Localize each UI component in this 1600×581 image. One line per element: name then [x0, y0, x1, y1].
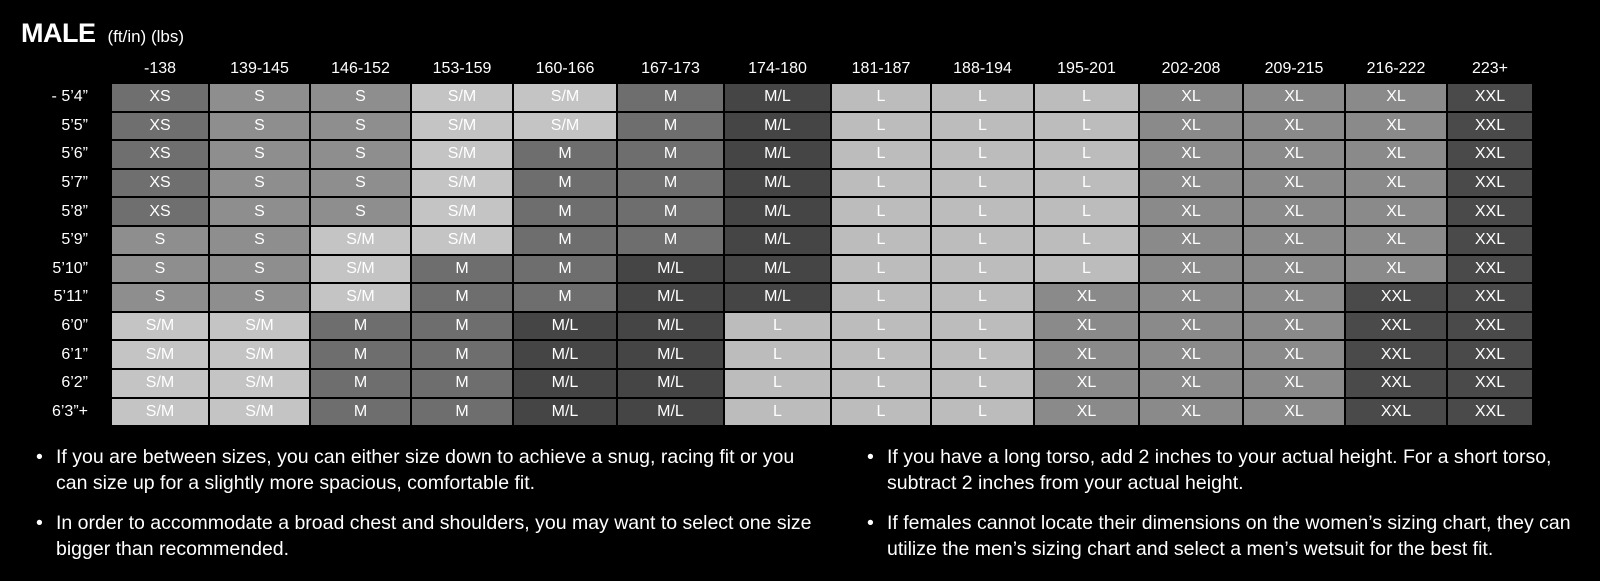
size-cell: S/M	[412, 141, 512, 168]
size-cell: S/M	[412, 227, 512, 254]
weight-column-header: 181-187	[851, 60, 911, 77]
size-cell: S	[311, 198, 410, 225]
size-cell: L	[832, 113, 930, 140]
height-row	[2, 284, 1532, 311]
size-cell: XL	[1244, 141, 1344, 168]
size-cell: XL	[1346, 113, 1446, 140]
size-cell: XL	[1346, 227, 1446, 254]
size-cell: S	[210, 198, 309, 225]
size-cell: M/L	[725, 198, 830, 225]
size-cell: XL	[1244, 227, 1344, 254]
size-cell: XXL	[1448, 399, 1532, 426]
size-cell: XS	[112, 141, 208, 168]
size-cell: S/M	[112, 341, 208, 368]
units-label: (ft/in) (lbs)	[107, 27, 184, 46]
size-cell: XL	[1035, 313, 1138, 340]
size-cell: L	[832, 370, 930, 397]
bullet-icon: •	[36, 446, 43, 468]
weight-column-header: 174-180	[748, 60, 807, 77]
size-cell: S	[112, 256, 208, 283]
size-cell: XL	[1035, 399, 1138, 426]
size-cell: XL	[1140, 113, 1242, 140]
size-cell: M/L	[725, 227, 830, 254]
size-cell: L	[932, 141, 1033, 168]
chart-header	[21, 18, 184, 49]
height-row-label: 5’9”	[61, 231, 88, 249]
size-cell: XL	[1140, 370, 1242, 397]
size-cell: S/M	[514, 84, 616, 111]
size-cell: L	[932, 399, 1033, 426]
size-cell: M	[514, 256, 616, 283]
height-row-label: 5’11”	[53, 288, 88, 306]
size-cell: XL	[1346, 198, 1446, 225]
note-item	[36, 444, 816, 496]
bullet-icon: •	[867, 512, 874, 534]
size-cell: L	[725, 399, 830, 426]
weight-header-row	[2, 56, 1532, 82]
size-cell: M	[514, 284, 616, 311]
size-cell: M/L	[725, 284, 830, 311]
size-cell: M	[311, 399, 410, 426]
size-cell: XXL	[1448, 113, 1532, 140]
size-cell: L	[832, 170, 930, 197]
size-cell: XXL	[1448, 198, 1532, 225]
height-row	[2, 84, 1532, 111]
size-cell: M/L	[725, 113, 830, 140]
height-row-label: 6’2”	[61, 374, 88, 392]
size-cell: L	[932, 113, 1033, 140]
size-cell: XL	[1244, 341, 1344, 368]
size-cell: M/L	[725, 170, 830, 197]
size-cell: S	[311, 141, 410, 168]
size-cell: S	[112, 284, 208, 311]
weight-column-header: 195-201	[1057, 60, 1116, 77]
size-cell: S	[311, 113, 410, 140]
weight-column-header: 209-215	[1264, 60, 1324, 77]
size-cell: M/L	[514, 313, 616, 340]
size-cell: XL	[1140, 84, 1242, 111]
size-cell: XXL	[1448, 370, 1532, 397]
size-cell: XXL	[1346, 284, 1446, 311]
size-cell: M	[618, 113, 723, 140]
size-cell: S/M	[112, 399, 208, 426]
size-cell: XL	[1346, 141, 1446, 168]
size-cell: S/M	[311, 227, 410, 254]
weight-column-header: 216-222	[1366, 60, 1426, 77]
size-cell: XL	[1035, 341, 1138, 368]
size-cell: S/M	[311, 284, 410, 311]
size-cell: XL	[1244, 113, 1344, 140]
height-row	[2, 113, 1532, 140]
height-row	[2, 256, 1532, 283]
size-cell: M	[412, 284, 512, 311]
size-cell: L	[1035, 141, 1138, 168]
size-cell: XL	[1244, 370, 1344, 397]
size-cell: M	[514, 198, 616, 225]
size-cell: XXL	[1448, 284, 1532, 311]
size-cell: S	[210, 227, 309, 254]
size-cell: S/M	[210, 341, 309, 368]
size-cell: L	[832, 313, 930, 340]
size-cell: M	[412, 341, 512, 368]
size-cell: M	[514, 227, 616, 254]
size-cell: XL	[1140, 170, 1242, 197]
size-cell: L	[932, 370, 1033, 397]
size-cell: L	[832, 227, 930, 254]
weight-column-header: 223+	[1471, 60, 1509, 77]
size-cell: L	[932, 313, 1033, 340]
size-cell: XXL	[1346, 341, 1446, 368]
weight-column-header: 188-194	[953, 60, 1012, 77]
size-cell: S	[210, 256, 309, 283]
height-row	[2, 399, 1532, 426]
size-cell: L	[1035, 198, 1138, 225]
height-row	[2, 313, 1532, 340]
height-row-label: 5’5”	[61, 116, 88, 134]
size-cell: XL	[1035, 284, 1138, 311]
size-cell: M	[412, 313, 512, 340]
size-cell: XL	[1244, 284, 1344, 311]
size-cell: M/L	[618, 284, 723, 311]
size-cell: M	[514, 141, 616, 168]
size-cell: M/L	[725, 256, 830, 283]
size-cell: XL	[1035, 370, 1138, 397]
size-cell: L	[832, 284, 930, 311]
height-row-label: - 5’4”	[51, 88, 88, 106]
size-cell: XS	[112, 170, 208, 197]
height-row	[2, 141, 1532, 168]
size-cell: M/L	[618, 399, 723, 426]
size-cell: M	[311, 341, 410, 368]
height-row-label: 5’7”	[61, 174, 88, 192]
size-cell: XXL	[1346, 313, 1446, 340]
size-cell: S/M	[412, 113, 512, 140]
height-row-label: 5’6”	[61, 145, 88, 163]
size-cell: XL	[1140, 399, 1242, 426]
height-row-label: 5’8”	[61, 202, 88, 220]
size-cell: S	[311, 84, 410, 111]
size-cell: XL	[1140, 284, 1242, 311]
size-cell: XL	[1244, 313, 1344, 340]
size-cell: L	[1035, 256, 1138, 283]
note-item	[36, 510, 816, 562]
size-cell: XL	[1244, 399, 1344, 426]
size-cell: M	[412, 370, 512, 397]
size-cell: L	[932, 284, 1033, 311]
size-table	[0, 54, 1534, 427]
size-cell: M	[618, 170, 723, 197]
size-cell: S/M	[412, 84, 512, 111]
size-cell: XL	[1140, 256, 1242, 283]
note-text: In order to accommodate a broad chest and shoulders, you may want to select one size bigger than recommended.	[56, 512, 812, 560]
size-cell: M	[311, 313, 410, 340]
size-cell: XL	[1244, 170, 1344, 197]
size-cell: XL	[1244, 84, 1344, 111]
weight-column-header: 153-159	[432, 60, 492, 77]
size-cell: L	[932, 170, 1033, 197]
size-cell: XXL	[1346, 399, 1446, 426]
height-row-label: 5’10”	[52, 259, 88, 277]
size-cell: M	[514, 170, 616, 197]
size-cell: XL	[1244, 198, 1344, 225]
size-cell: L	[832, 198, 930, 225]
size-cell: L	[1035, 170, 1138, 197]
size-cell: XL	[1140, 227, 1242, 254]
bullet-icon: •	[867, 446, 874, 468]
weight-column-header: 167-173	[641, 60, 700, 77]
size-cell: S/M	[112, 370, 208, 397]
bullet-icon: •	[36, 512, 43, 534]
size-cell: XXL	[1448, 341, 1532, 368]
size-cell: S/M	[210, 399, 309, 426]
size-cell: L	[832, 341, 930, 368]
size-cell: L	[725, 341, 830, 368]
size-cell: L	[1035, 113, 1138, 140]
size-cell: M	[311, 370, 410, 397]
size-cell: XXL	[1448, 141, 1532, 168]
size-cell: XL	[1140, 198, 1242, 225]
size-cell: L	[1035, 227, 1138, 254]
notes-right	[867, 444, 1592, 576]
note-text: If you have a long torso, add 2 inches to your actual height. For a short torso, subtract 2 inches from your actual height.	[887, 446, 1552, 494]
notes-left	[36, 444, 816, 576]
size-cell: L	[725, 370, 830, 397]
size-cell: M	[618, 141, 723, 168]
size-cell: S	[210, 113, 309, 140]
size-cell: L	[1035, 84, 1138, 111]
size-cell: XXL	[1448, 84, 1532, 111]
height-row	[2, 370, 1532, 397]
size-cell: S	[210, 84, 309, 111]
size-cell: XXL	[1448, 170, 1532, 197]
size-cell: XL	[1346, 256, 1446, 283]
size-cell: L	[932, 227, 1033, 254]
size-cell: L	[832, 399, 930, 426]
size-chart	[0, 54, 1534, 427]
size-cell: XL	[1244, 256, 1344, 283]
size-cell: S	[210, 141, 309, 168]
size-cell: M	[412, 256, 512, 283]
size-cell: M	[412, 399, 512, 426]
size-cell: S/M	[514, 113, 616, 140]
size-cell: XXL	[1448, 313, 1532, 340]
size-cell: L	[932, 256, 1033, 283]
size-cell: L	[832, 256, 930, 283]
size-cell: S	[311, 170, 410, 197]
size-cell: S/M	[210, 370, 309, 397]
size-cell: XL	[1346, 84, 1446, 111]
size-cell: S/M	[112, 313, 208, 340]
size-cell: M/L	[514, 370, 616, 397]
height-row-label: 6’3”+	[51, 402, 88, 420]
size-cell: S	[112, 227, 208, 254]
size-cell: M/L	[618, 370, 723, 397]
corner-cell	[2, 56, 110, 82]
height-row	[2, 170, 1532, 197]
size-cell: M/L	[514, 399, 616, 426]
size-cell: S	[210, 284, 309, 311]
size-cell: L	[725, 313, 830, 340]
size-cell: XS	[112, 113, 208, 140]
size-cell: S/M	[412, 198, 512, 225]
height-row	[2, 341, 1532, 368]
weight-column-header: 139-145	[230, 60, 289, 77]
height-row-label: 6’0”	[61, 317, 88, 335]
size-cell: S/M	[210, 313, 309, 340]
size-cell: S	[210, 170, 309, 197]
size-cell: M	[618, 227, 723, 254]
size-cell: XS	[112, 84, 208, 111]
weight-column-header: 146-152	[331, 60, 390, 77]
size-cell: M/L	[618, 341, 723, 368]
size-cell: S/M	[311, 256, 410, 283]
note-item	[867, 444, 1592, 496]
size-cell: L	[832, 141, 930, 168]
size-cell: L	[932, 84, 1033, 111]
size-cell: L	[932, 341, 1033, 368]
size-cell: M/L	[618, 313, 723, 340]
note-text: If you are between sizes, you can either size down to achieve a snug, racing fit or you can size up for a slightly more spacious, comfortable fit.	[56, 446, 795, 494]
size-cell: S/M	[412, 170, 512, 197]
size-cell: M/L	[725, 84, 830, 111]
height-row	[2, 227, 1532, 254]
weight-column-header: -138	[143, 60, 177, 77]
size-cell: M	[618, 198, 723, 225]
size-cell: XXL	[1346, 370, 1446, 397]
note-text: If females cannot locate their dimensions on the women’s sizing chart, they can utilize the men’s sizing chart and select a men’s wetsuit for the best fit.	[887, 512, 1571, 560]
size-cell: XL	[1140, 313, 1242, 340]
size-cell: M	[618, 84, 723, 111]
size-cell: XS	[112, 198, 208, 225]
size-cell: XXL	[1448, 256, 1532, 283]
size-cell: XL	[1140, 341, 1242, 368]
weight-column-header: 160-166	[535, 60, 595, 77]
size-cell: M/L	[618, 256, 723, 283]
height-row	[2, 198, 1532, 225]
size-cell: M/L	[514, 341, 616, 368]
size-cell: XL	[1140, 141, 1242, 168]
note-item	[867, 510, 1592, 562]
chart-title: MALE	[21, 18, 96, 48]
size-cell: XXL	[1448, 227, 1532, 254]
size-cell: M/L	[725, 141, 830, 168]
size-cell: L	[932, 198, 1033, 225]
size-cell: L	[832, 84, 930, 111]
weight-column-header: 202-208	[1161, 60, 1221, 77]
size-cell: XL	[1346, 170, 1446, 197]
height-row-label: 6’1”	[61, 345, 88, 363]
